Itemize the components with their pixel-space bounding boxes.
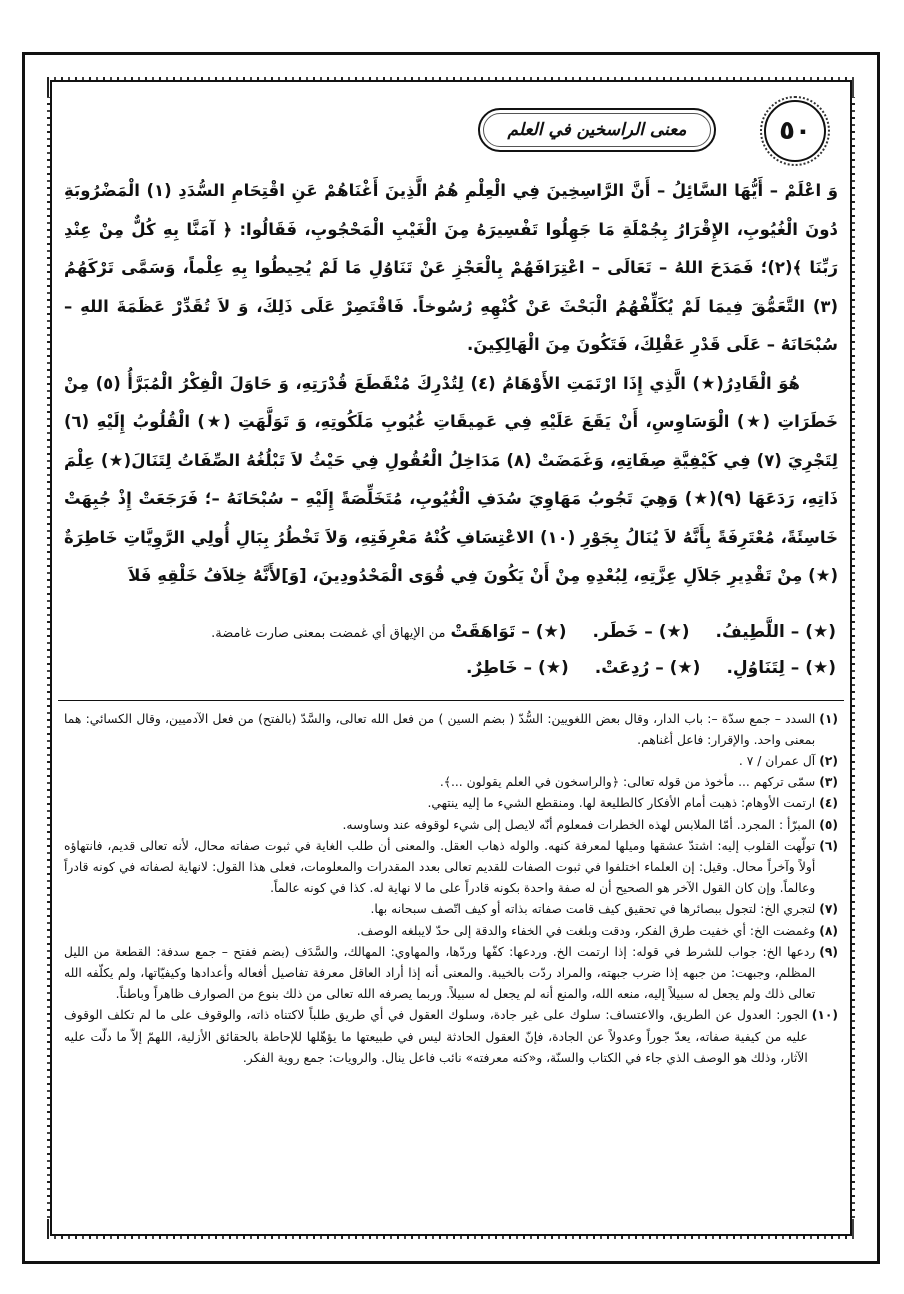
footnote-number: (٦) xyxy=(819,838,838,853)
footnote-number: (٥) xyxy=(819,817,838,832)
footnote-number: (١) xyxy=(819,711,838,726)
footnote-text: وغمضت الخ: أي خفيت طرق الفكر، ودقت وبلغت في الخفاء والدقة إلى حدّ لايبلغه الوصف. xyxy=(356,923,816,938)
footnote-number: (٢) xyxy=(819,753,838,768)
footnote-number: (٤) xyxy=(819,796,838,811)
glossary-row xyxy=(66,658,836,694)
glossary-term: (★) – لِتَنَاوُلِ. xyxy=(726,657,836,678)
footnote xyxy=(64,793,838,814)
glossary-definition: من الإيهاق أي غمضت بمعنى صارت غامضة. xyxy=(211,625,446,641)
glossary-term: (★) – خَاطِرٌ. xyxy=(465,657,569,678)
glossary-item xyxy=(716,622,836,642)
footnote-number: (٣) xyxy=(819,775,838,790)
footnote-text: السدد – جمع سدّة –: باب الدار، وقال بعض اللغويين: السُّدّ ( بضم السين ) من فعل الله تعالى، والسَّدّ (بالفتح) من فعل الآدميين، وقال الكسائي: هما بمعنى واحد. والإقرار: فاعل أغناهم. xyxy=(64,711,816,747)
footnotes xyxy=(58,709,844,1069)
footnote-text: لتجري الخ: لتجول ببصائرها في تحقيق كيف قامت صفاته بذاته أو كيف اتّصف سبحانه بها. xyxy=(370,902,816,917)
glossary-item xyxy=(726,658,836,678)
glossary-item xyxy=(593,622,690,642)
footnote-text: سمّى تركهم ... مأخوذ من قوله تعالى: ﴿والراسخون في العلم يقولون ...﴾. xyxy=(439,775,816,790)
footnote xyxy=(64,815,838,836)
page-content xyxy=(58,88,844,1228)
footnote xyxy=(64,751,838,772)
footnote-number: (٨) xyxy=(819,923,838,938)
footnote-number: (٩) xyxy=(819,944,838,959)
footnote-text: تولّهت القلوب إليه: اشتدّ عشقها وميلها لمعرفة كنهه. والوله ذهاب العقل. والمعنى أن طلب الغاية في ثبوت صفاته محال، لأنه تعالى قديم، فانتهاؤه أولاً وآخراً محال. وقيل: إن العلماء اختلفوا في ثبوت الصفات للقديم تعالى بعدد المقدرات والمعلومات، فعلى هذا القول: لانهاية لصفاته في كونه قادراً وعالماً. وإن كان القول الآخر هو الصحيح أن له صفة واحدة بكونه قادراً على ما لا نهاية له. كذا في كونه عالماً. xyxy=(64,838,816,896)
footnote xyxy=(64,772,838,793)
footnote xyxy=(64,1005,838,1069)
footnote xyxy=(64,899,838,920)
footnote-text: الجور: العدول عن الطريق، والاعتساف: سلوك على غير جادة، وسلوك العقول في أي طريق طلباً لاكتناه ذاته، والوقوف على ما لم تكلف الوقوف عليه من كيفية صفاته، يعدّ جوراً وعدولاً عن الجادة، فإنّ العقول الحادثة ليس في طبيعتها ما يؤهّلها للإحاطة بالحقائق الأزلية، اللهمّ إلاّ ما دلّت عليه الآثار، وذلك هو الوصف الذي جاء في الكتاب والسنّة، و«كنه معرفته» نائب فاعل ينال. والرويات: جمع روية الفكر. xyxy=(64,1008,808,1065)
glossary-item xyxy=(211,622,566,642)
paragraph-2: هُوَ الْقَادِرُ(★) الَّذِي إِذَا ارْتَمَتِ الأَوْهَامُ (٤) لِتُدْرِكَ مُنْقَطَعَ قُدْرَتِهِ، وَ حَاوَلَ الْفِكْرُ الْمُبَرَّأُ (٥) مِنْ خَطَرَاتِ (★) الْوَسَاوِسِ، أَنْ يَقَعَ عَلَيْهِ فِي عَمِيقَاتِ غُيُوبِ مَلَكُوتِهِ، وَ تَوَلَّهَتِ (★) الْقُلُوبُ إِلَيْهِ (٦) لِتَجْرِيَ (٧) فِي كَيْفِيَّةِ صِفَاتِهِ، وَغَمَضَتْ (٨) مَدَاخِلُ الْعُقُولِ فِي حَيْثُ لاَ تَبْلُغُهُ الصِّفَاتُ لِتَنَالَ(★) عِلْمَ ذَاتِهِ، رَدَعَهَا (٩)(★) وَهِيَ تَجُوبُ مَهَاوِيَ سُدَفِ الْغُيُوبِ، مُتَخَلِّصَةً إِلَيْهِ – سُبْحَانَهُ –؛ فَرَجَعَتْ إِذْ جُبِهَتْ خَاسِئَةً، مُعْتَرِفَةً بِأَنَّهُ لاَ يُنَالُ بِجَوْرِ (١٠) الاعْتِسَافِ كُنْهُ مَعْرِفَتِهِ، وَلاَ تَخْطُرُ بِبَالِ أُولِي الرَّوِيَّاتِ خَاطِرَةٌ (★) مِنْ تَقْدِيرِ جَلاَلِ عِزَّتِهِ، لِبُعْدِهِ مِنْ أَنْ يَكُونَ فِي قُوَى الْمَحْدُودِينَ، [وَ]لأَنَّهُ خِلاَفُ خَلْقِهِ فَلاَ xyxy=(64,373,838,585)
running-title: معنى الراسخين في العلم xyxy=(507,120,687,140)
glossary-term: (★) – خَطَر. xyxy=(592,621,690,642)
footnote xyxy=(64,836,838,900)
footnote-number: (١٠) xyxy=(811,1008,838,1023)
footnote xyxy=(64,942,838,1006)
glossary-term: (★) – تَوَاهَقَتْ xyxy=(450,621,567,642)
glossary-item xyxy=(595,658,701,678)
footnote-text: ردعها الخ: جواب للشرط في قوله: إذا ارتمت الخ. وردعها: كفّها وردّها، والمهاوي: المهالك، والسَّدَف (بضم ففتح – جمع سدفة: القطعة من الليل المظلم، وجبهت: من جبهه إذا ضرب جبهته، والمراد ردّت بالخيبة. والمعنى أنه إذا أراد العاقل معرفة تفاصيل أفعاله وأعدادها وكيفيّاتها، ولم يكلّفه الله تعالى ذلك ولم يجعل له سبيلاً إليه، منعه الله، والمنع أنه لم يجعل له سبيلاً. وربما يصرفه الله تعالى من ذلك بنوع من الصوارف ظاهراً وباطناً. xyxy=(64,944,816,1002)
glossary xyxy=(58,622,844,694)
page-number: ٥٠ xyxy=(764,100,826,162)
paragraph-1: وَ اعْلَمْ – أَيُّهَا السَّائِلُ – أَنَّ الرَّاسِخِينَ فِي الْعِلْمِ هُمُ الَّذِينَ أَغْنَاهُمْ عَنِ اقْتِحَامِ السُّدَدِ (١) الْمَضْرُوبَةِ دُونَ الْغُيُوبِ، الإِقْرَارُ بِجُمْلَةِ مَا جَهِلُوا تَفْسِيرَهُ مِنَ الْغَيْبِ الْمَحْجُوبِ، فَقَالُوا: ﴿ آمَنَّا بِهِ كُلٌّ مِنْ عِنْدِ رَبِّنَا ﴾(٢)؛ فَمَدَحَ اللهُ – تَعَالَى – اعْتِرَافَهُمْ بِالْعَجْزِ عَنْ تَنَاوُلِ مَا لَمْ يُحِيطُوا بِهِ عِلْماً، وَسَمَّى تَرْكَهُمُ (٣) التَّعَمُّقَ فِيمَا لَمْ يُكَلِّفْهُمُ الْبَحْثَ عَنْ كُنْهِهِ رُسُوخاً. فَاقْتَصِرْ عَلَى ذَلِكَ، وَ لاَ تُقَدِّرْ عَظَمَةَ اللهِ – سُبْحَانَهُ – عَلَى قَدْرِ عَقْلِكَ، فَتَكُونَ مِنَ الْهَالِكِينَ. xyxy=(64,181,839,354)
main-text xyxy=(58,172,844,596)
glossary-row xyxy=(66,622,836,658)
footnote-divider xyxy=(58,700,844,701)
footnote-text: ارتمت الأوهام: ذهبت أمام الأفكار كالطليعة لها. ومنقطع الشيء ما إليه ينتهي. xyxy=(427,796,816,811)
running-title-box xyxy=(478,108,716,152)
glossary-term: (★) – رُدِعَتْ. xyxy=(594,657,701,678)
footnote-text: المبرّأ : المجرد. أمّا الملابس لهذه الخطرات فمعلوم أنّه لايصل إلى شيء لوقوفه عند وساوسه. xyxy=(342,817,816,832)
glossary-term: (★) – اللَّطِيفُ. xyxy=(715,621,836,642)
footnote xyxy=(64,921,838,942)
footnote-text: آل عمران / ٧ . xyxy=(738,753,816,768)
page-header xyxy=(58,88,844,172)
footnote xyxy=(64,709,838,751)
footnote-number: (٧) xyxy=(819,902,838,917)
glossary-item xyxy=(466,658,569,678)
